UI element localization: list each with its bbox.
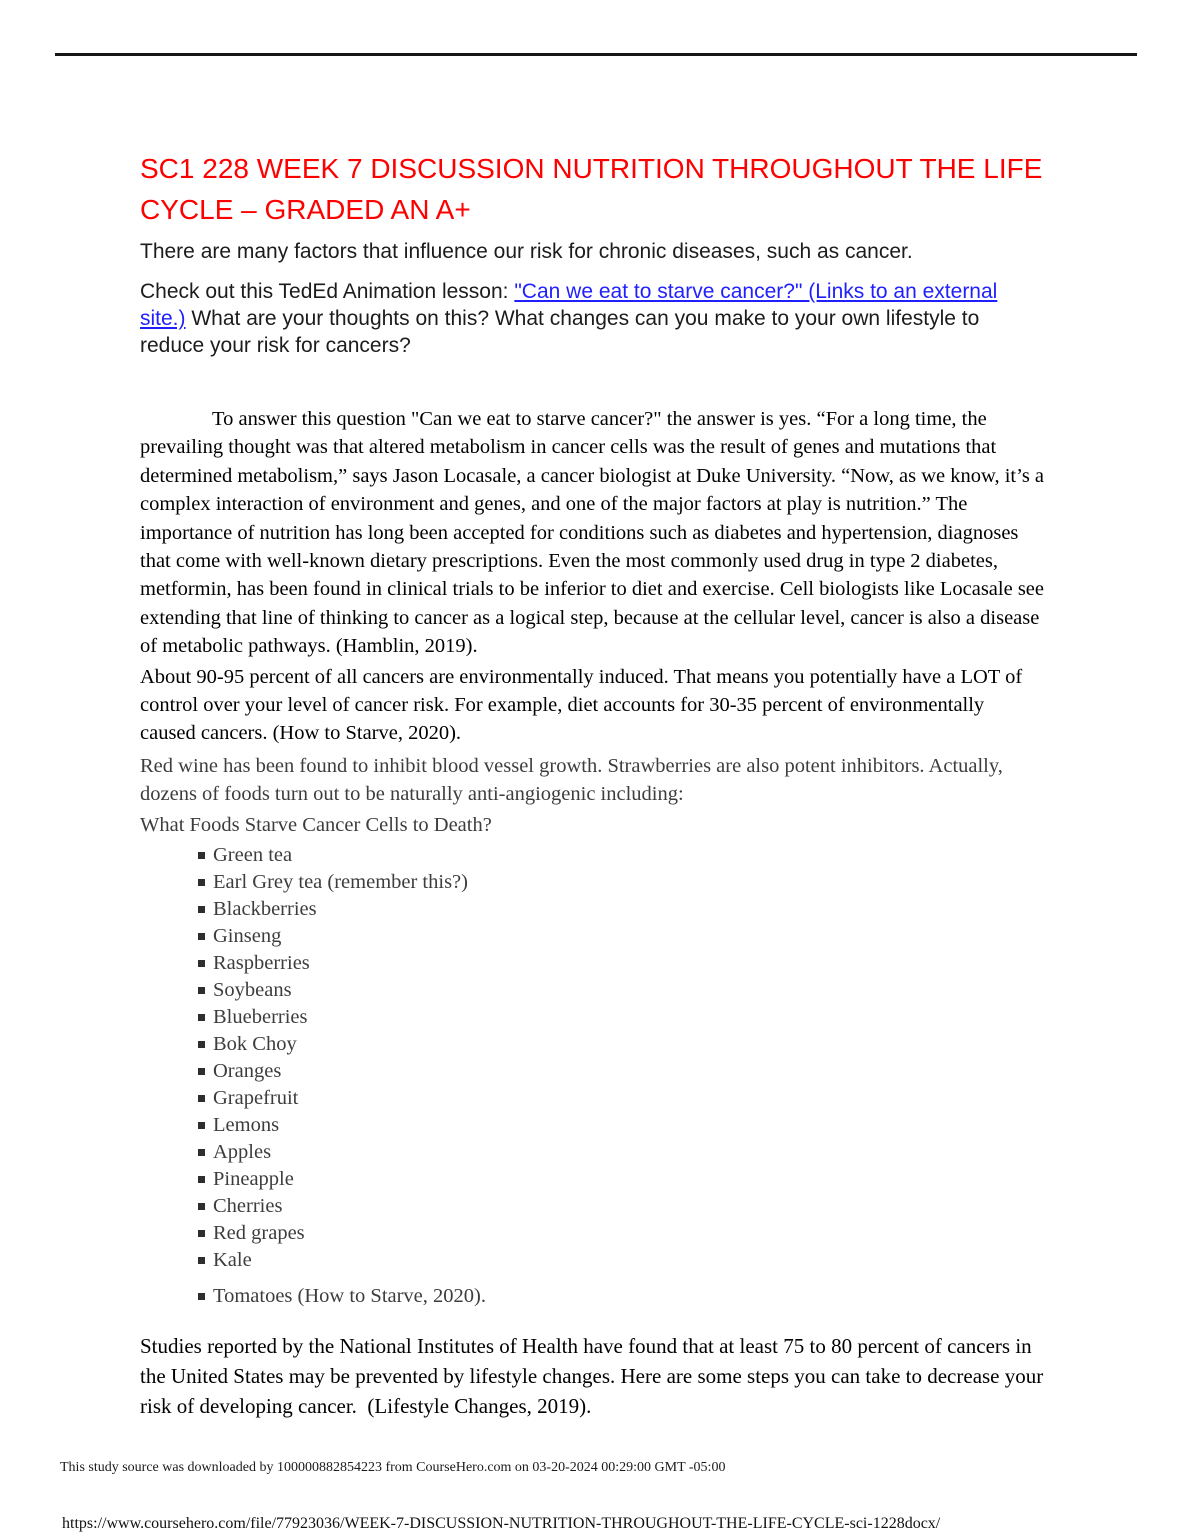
page-title-line-1: SC1 228 WEEK 7 DISCUSSION NUTRITION THROUGHOUT THE LIFE [140, 153, 1043, 184]
list-item-label: Cherries [213, 1195, 283, 1218]
list-item-label: Tomatoes (How to Starve, 2020). [213, 1285, 486, 1308]
square-bullet-icon [198, 1293, 205, 1300]
square-bullet-icon [198, 987, 205, 994]
list-item-label: Apples [213, 1141, 272, 1164]
header-rule [55, 53, 1137, 56]
list-item [198, 869, 1045, 896]
list-item-label: Red grapes [213, 1222, 305, 1245]
square-bullet-icon [198, 1068, 205, 1075]
list-item-label: Green tea [213, 844, 293, 867]
list-item-label: Kale [213, 1249, 252, 1272]
body-paragraph-studies: Studies reported by the National Institutes of Health have found that at least 75 to 80 percent of cancers in the United States may be prevented by lifestyle changes. Here are some steps you can take to decrease your risk of developing cancer. (Lifestyle Changes, 2019). [140, 1334, 1049, 1419]
list-item [198, 950, 1045, 977]
body-paragraph-redwine: Red wine has been found to inhibit blood vessel growth. Strawberries are also potent inhibitors. Actually, dozens of foods turn out to be naturally anti-angiogenic including: [140, 754, 1003, 806]
list-item-label: Lemons [213, 1114, 280, 1137]
body-paragraph-answer: To answer this question "Can we eat to starve cancer?" the answer is yes. “For a long time, the prevailing thought was that altered metabolism in cancer cells was the result of genes and mutations that determined metabolism,” says Jason Locasale, a cancer biologist at Duke University. “Now, as we know, it’s a complex interaction of environment and genes, and one of the major factors at play is nutrition.” The importance of nutrition has long been accepted for conditions such as diabetes and hypertension, diagnoses that come with well-known dietary prescriptions. Even the most commonly used drug in type 2 diabetes, metformin, has been found in clinical trials to be inferior to diet and exercise. Cell biologists like Locasale see extending that line of thinking to cancer as a logical step, because at the cellular level, cancer is also a disease of metabolic pathways. (Hamblin, 2019). [140, 408, 1045, 658]
list-item [198, 977, 1045, 1004]
intro-paragraph: There are many factors that influence our risk for chronic diseases, such as cancer. [140, 240, 913, 263]
food-list [198, 842, 1045, 1310]
square-bullet-icon [198, 1122, 205, 1129]
square-bullet-icon [198, 852, 205, 859]
list-item-label: Raspberries [213, 952, 310, 975]
square-bullet-icon [198, 879, 205, 886]
prompt-paragraph [140, 278, 1045, 359]
square-bullet-icon [198, 1203, 205, 1210]
square-bullet-icon [198, 960, 205, 967]
list-item [198, 1004, 1045, 1031]
square-bullet-icon [198, 1095, 205, 1102]
list-item [198, 1085, 1045, 1112]
list-item-label: Bok Choy [213, 1033, 297, 1056]
list-item [198, 1139, 1045, 1166]
list-item [198, 1058, 1045, 1085]
list-item [198, 1031, 1045, 1058]
square-bullet-icon [198, 1014, 205, 1021]
list-item [198, 1166, 1045, 1193]
square-bullet-icon [198, 906, 205, 913]
teded-lesson-link[interactable]: "Can we eat to starve cancer?" (Links to an external site.) [140, 280, 998, 330]
body-paragraph-statistics: About 90-95 percent of all cancers are environmentally induced. That means you potentially have a LOT of control over your level of cancer risk. For example, diet accounts for 30-35 percent of environmentally caused cancers. (How to Starve, 2020). [140, 665, 1023, 745]
square-bullet-icon [198, 1257, 205, 1264]
list-item [198, 896, 1045, 923]
list-item [198, 923, 1045, 950]
list-item-label: Soybeans [213, 979, 292, 1002]
square-bullet-icon [198, 1041, 205, 1048]
list-item-label: Blackberries [213, 898, 317, 921]
list-item-label: Blueberries [213, 1006, 308, 1029]
source-url: https://www.coursehero.com/file/77923036/WEEK-7-DISCUSSION-NUTRITION-THROUGHOUT-THE-LIFE-CYCLE-sci-1228docx/ [62, 1515, 941, 1532]
list-item [198, 842, 1045, 869]
square-bullet-icon [198, 1149, 205, 1156]
list-item-label: Earl Grey tea (remember this?) [213, 871, 468, 894]
square-bullet-icon [198, 1176, 205, 1183]
list-item [198, 1247, 1045, 1274]
page-title [140, 148, 1045, 230]
list-item [198, 1283, 1045, 1310]
download-note: This study source was downloaded by 100000882854223 from CourseHero.com on 03-20-2024 00:29:00 GMT -05:00 [60, 1460, 726, 1475]
list-item [198, 1220, 1045, 1247]
prompt-text-after-link: What are your thoughts on this? What changes can you make to your own lifestyle to reduce your risk for cancers? [140, 307, 980, 357]
square-bullet-icon [198, 1230, 205, 1237]
square-bullet-icon [198, 933, 205, 940]
list-item-label: Pineapple [213, 1168, 294, 1191]
list-item-label: Grapefruit [213, 1087, 299, 1110]
list-item-label: Oranges [213, 1060, 282, 1083]
prompt-text-before-link: Check out this TedEd Animation lesson: [140, 280, 515, 303]
document-content [140, 148, 1049, 1421]
list-item [198, 1112, 1045, 1139]
page-title-line-2: CYCLE – GRADED AN A+ [140, 194, 471, 225]
list-item [198, 1193, 1045, 1220]
list-item-label: Ginseng [213, 925, 282, 948]
food-list-heading: What Foods Starve Cancer Cells to Death? [140, 813, 492, 836]
